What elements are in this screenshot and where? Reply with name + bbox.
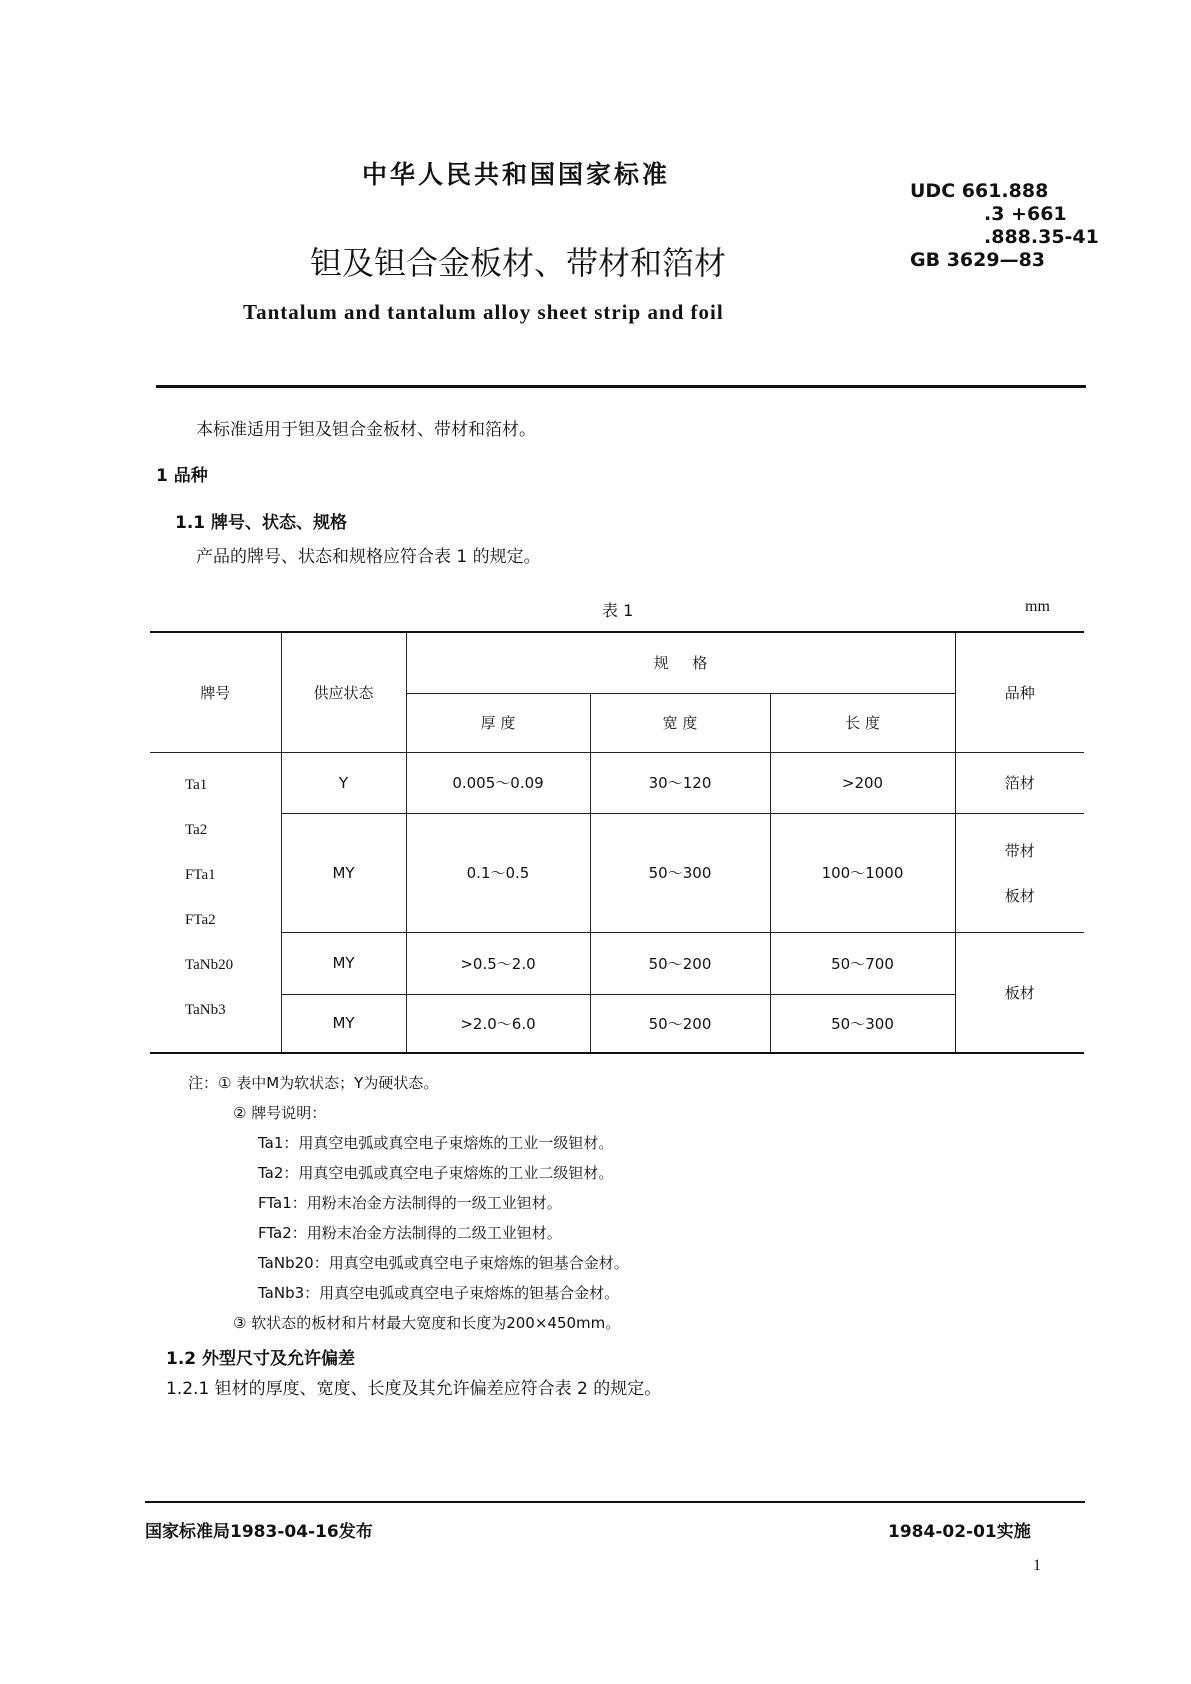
thickness: >2.0～6.0 <box>406 994 590 1053</box>
header-spec: 规 格 <box>406 632 955 693</box>
table-caption: 表 1 <box>602 601 634 620</box>
note: FTa2：用粉末冶金方法制得的二级工业钽材。 <box>258 1224 562 1242</box>
note: TaNb3：用真空电弧或真空电子束熔炼的钽基合金材。 <box>258 1284 620 1302</box>
supply-state: MY <box>281 994 406 1053</box>
page-number: 1 <box>1033 1557 1041 1574</box>
udc-line: UDC 661.888 <box>910 180 1049 202</box>
footer-divider <box>145 1501 1085 1503</box>
supply-state: MY <box>281 932 406 994</box>
grade: Ta1 <box>185 776 208 793</box>
header-divider <box>156 385 1086 388</box>
national-standard-label: 中华人民共和国国家标准 <box>362 160 671 189</box>
note: TaNb20：用真空电弧或真空电子束熔炼的钽基合金材。 <box>258 1254 629 1272</box>
variety-item: 板材 <box>1004 886 1035 905</box>
paragraph: 产品的牌号、状态和规格应符合表 1 的规定。 <box>196 547 541 567</box>
subsection-heading: 1.2 外型尺寸及允许偏差 <box>166 1349 356 1369</box>
supply-state: MY <box>281 813 406 932</box>
grade-list <box>150 752 281 1053</box>
grade: TaNb20 <box>185 956 234 973</box>
header-thickness: 厚 度 <box>406 693 590 752</box>
length: 100～1000 <box>770 813 955 932</box>
section-heading: 1 品种 <box>156 466 208 486</box>
udc-line: .3 +661 <box>984 203 1067 225</box>
header-supply-state: 供应状态 <box>281 632 406 752</box>
header-grade: 牌号 <box>150 632 281 752</box>
thickness: 0.005～0.09 <box>406 752 590 813</box>
note: 注：① 表中M为软状态；Y为硬状态。 <box>188 1074 439 1092</box>
variety: 箔材 <box>955 752 1084 813</box>
note: Ta2：用真空电弧或真空电子束熔炼的工业二级钽材。 <box>258 1164 614 1182</box>
spec-table <box>150 631 1084 1054</box>
length: >200 <box>770 752 955 813</box>
thickness: >0.5～2.0 <box>406 932 590 994</box>
issue-date: 国家标准局1983-04-16发布 <box>145 1522 373 1542</box>
variety: 板材 <box>955 932 1084 1053</box>
note: ② 牌号说明： <box>233 1104 327 1122</box>
note: ③ 软状态的板材和片材最大宽度和长度为200×450mm。 <box>233 1314 621 1332</box>
grade: TaNb3 <box>185 1001 226 1018</box>
header-variety: 品种 <box>955 632 1084 752</box>
width: 50～200 <box>590 932 770 994</box>
width: 50～200 <box>590 994 770 1053</box>
length: 50～700 <box>770 932 955 994</box>
header-length: 长 度 <box>770 693 955 752</box>
table-unit: mm <box>1025 598 1050 615</box>
length: 50～300 <box>770 994 955 1053</box>
udc-block <box>910 180 1099 272</box>
note: Ta1：用真空电弧或真空电子束熔炼的工业一级钽材。 <box>258 1134 614 1152</box>
width: 30～120 <box>590 752 770 813</box>
gb-number: GB 3629—83 <box>910 249 1046 271</box>
grade: FTa1 <box>185 866 216 883</box>
effective-date: 1984-02-01实施 <box>888 1522 1031 1542</box>
variety <box>955 813 1084 932</box>
width: 50～300 <box>590 813 770 932</box>
thickness: 0.1～0.5 <box>406 813 590 932</box>
grade: Ta2 <box>185 821 208 838</box>
paragraph: 1.2.1 钽材的厚度、宽度、长度及其允许偏差应符合表 2 的规定。 <box>166 1379 662 1399</box>
supply-state: Y <box>281 752 406 813</box>
variety-item: 带材 <box>1004 841 1035 860</box>
note: FTa1：用粉末冶金方法制得的一级工业钽材。 <box>258 1194 562 1212</box>
title-en: Tantalum and tantalum alloy sheet strip and foil <box>243 300 724 324</box>
udc-line: .888.35-41 <box>984 226 1099 248</box>
title-zh: 钽及钽合金板材、带材和箔材 <box>310 244 727 282</box>
grade: FTa2 <box>185 911 216 928</box>
intro-text: 本标准适用于钽及钽合金板材、带材和箔材。 <box>196 420 536 440</box>
header-width: 宽 度 <box>590 693 770 752</box>
subsection-heading: 1.1 牌号、状态、规格 <box>175 513 348 533</box>
